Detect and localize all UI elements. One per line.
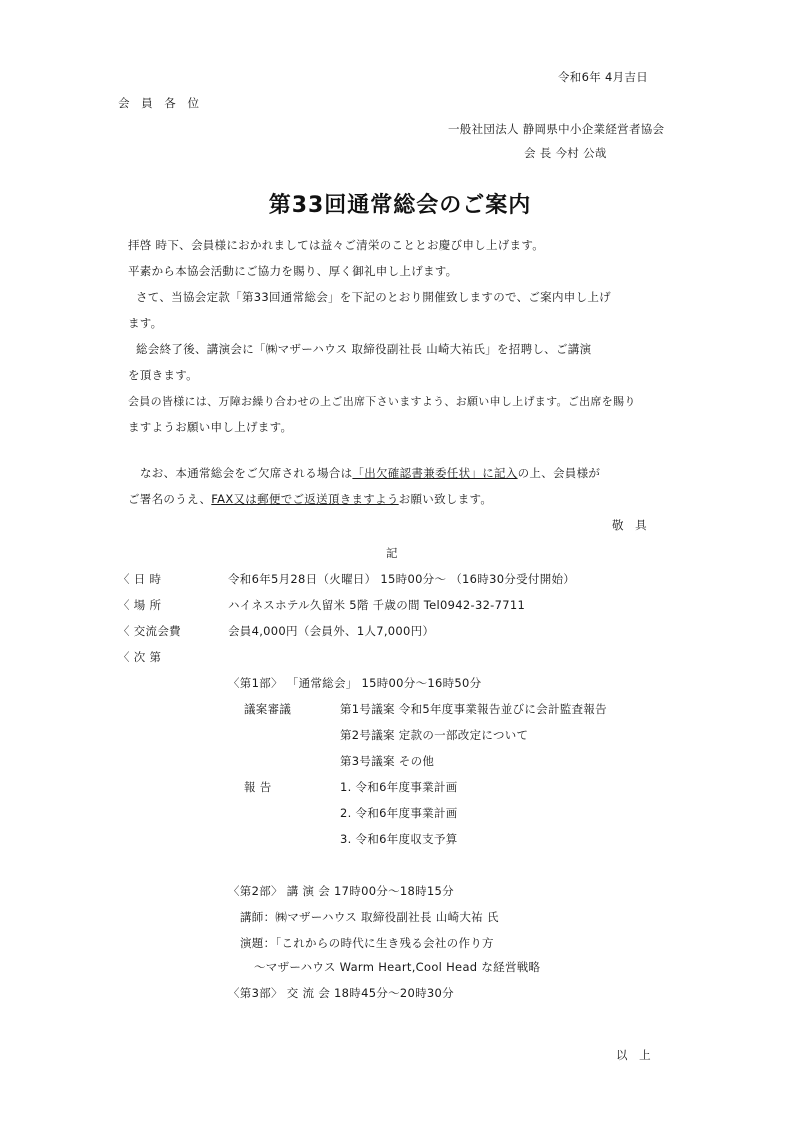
body-paragraph-2b: ます。	[128, 316, 163, 330]
agenda-item: 第2号議案 定款の一部改定について	[340, 728, 529, 742]
return-note-pre: ご署名のうえ、	[128, 492, 212, 506]
sender-organization: 一般社団法人 静岡県中小企業経営者協会	[448, 122, 665, 136]
report-item: 3. 令和6年度収支予算	[340, 832, 458, 846]
body-paragraph-4b: ますようお願い申し上げます。	[128, 420, 293, 434]
closing-ijou: 以 上	[616, 1048, 655, 1062]
detail-date-label: 〈 日 時	[118, 572, 162, 586]
return-note-underlined: FAX又は郵便でご返送頂きますよう	[211, 492, 399, 506]
body-paragraph-3: 総会終了後、講演会に「㈱マザーハウス 取締役副社長 山崎大祐氏」を招聘し、ご講演	[136, 342, 592, 356]
agenda-item: 第1号議案 令和5年度事業報告並びに会計監査報告	[340, 702, 607, 716]
lecture-topic: 演題：「これからの時代に生き残る会社の作り方	[240, 936, 494, 950]
ki-heading: 記	[386, 546, 398, 560]
absence-note-underlined: 「出欠確認書兼委任状」に記入	[352, 466, 518, 480]
detail-venue-value: ハイネスホテル久留米 5階 千歳の間 Tel0942-32-7711	[228, 598, 526, 612]
closing-keigu: 敬 具	[612, 518, 651, 532]
page-title: 第33回通常総会のご案内	[268, 193, 532, 218]
lecture-topic-subtitle: ～マザーハウス Warm Heart,Cool Head な経営戦略	[254, 960, 541, 974]
detail-fee-label: 〈 交流会費	[118, 624, 181, 638]
addressee: 会 員 各 位	[118, 96, 203, 110]
agenda-item: 第3号議案 その他	[340, 754, 435, 768]
detail-fee-value: 会員4,000円（会員外、1人7,000円）	[228, 624, 435, 638]
agenda-review-label: 議案審議	[244, 702, 292, 716]
report-item: 1. 令和6年度事業計画	[340, 780, 458, 794]
detail-venue-label: 〈 場 所	[118, 598, 162, 612]
detail-agenda-label: 〈 次 第	[118, 650, 162, 664]
body-paragraph-2: さて、当協会定款「第33回通常総会」を下記のとおり開催致しますので、ご案内申し上げ	[136, 290, 611, 304]
report-item: 2. 令和6年度事業計画	[340, 806, 458, 820]
report-label: 報 告	[244, 780, 272, 794]
body-paragraph-4: 会員の皆様には、万障お繰り合わせの上ご出席下さいますよう、お願い申し上げます。ご出席を賜り	[128, 395, 636, 408]
part3-heading: 〈第3部〉 交 流 会 18時45分～20時30分	[228, 986, 454, 1000]
absence-note-line-2	[128, 494, 492, 506]
body-paragraph-1b: 平素から本協会活動にご協力を賜り、厚く御礼申し上げます。	[128, 264, 458, 278]
part2-heading: 〈第2部〉 講 演 会 17時00分～18時15分	[228, 884, 454, 898]
part1-heading: 〈第1部〉 「通常総会」 15時00分～16時50分	[228, 676, 482, 690]
absence-note-pre: なお、本通常総会をご欠席される場合は	[140, 466, 353, 480]
detail-date-value: 令和6年5月28日（火曜日） 15時00分～ （16時30分受付開始）	[228, 572, 576, 586]
body-paragraph-3b: を頂きます。	[128, 368, 198, 382]
lecture-speaker: 講師：㈱マザーハウス 取締役副社長 山崎大祐 氏	[240, 910, 499, 924]
absence-note-line-1	[140, 468, 600, 480]
body-paragraph-1: 拝啓 時下、会員様におかれましては益々ご清栄のこととお慶び申し上げます。	[128, 238, 545, 252]
sender-name: 会 長 今村 公哉	[524, 146, 607, 160]
issue-date: 令和6年 4月吉日	[558, 70, 648, 84]
return-note-post: お願い致します。	[398, 492, 493, 506]
absence-note-post: の上、会員様が	[517, 466, 601, 480]
